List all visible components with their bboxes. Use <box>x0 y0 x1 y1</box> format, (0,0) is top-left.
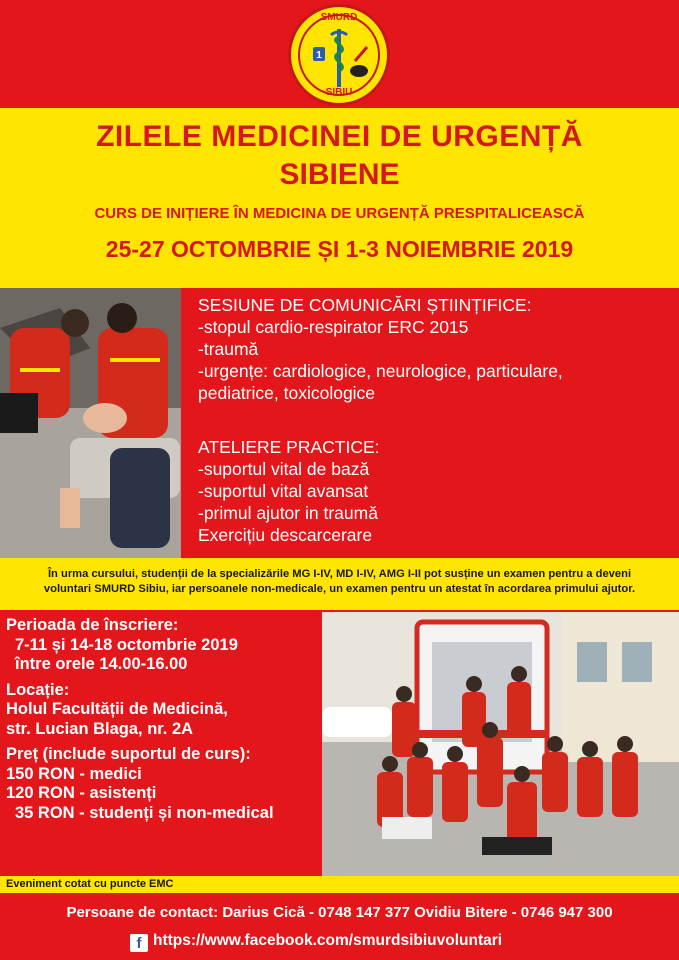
ateliere-heading: ATELIERE PRACTICE: <box>198 437 380 457</box>
course-note <box>0 558 679 610</box>
pret-label: Preț (include suportul de curs): <box>6 745 251 763</box>
event-dates: 25-27 OCTOMBRIE ȘI 1-3 NOIEMBRIE 2019 <box>105 236 574 262</box>
perioada-dates: 7-11 și 14-18 octombrie 2019 <box>15 635 238 654</box>
list-item: -suportul vital de bază <box>198 459 370 479</box>
list-item: Exercițiu descarcerare <box>198 525 373 545</box>
pret-studenti: 35 RON - studenți și non-medical <box>15 803 274 822</box>
perioada-hours: între orele 14.00-16.00 <box>15 655 188 673</box>
practical-workshops-section <box>198 436 668 546</box>
list-item: -traumă <box>198 339 259 359</box>
locatie-label: Locație: <box>6 680 70 699</box>
list-item: -stopul cardio-respirator ERC 2015 <box>198 317 469 337</box>
subtitle: CURS DE INIȚIERE ÎN MEDICINA DE URGENȚĂ PRESPITALICEASCĂ <box>94 205 585 222</box>
svg-text:1: 1 <box>316 50 322 61</box>
locatie-line-1: Holul Facultății de Medicină, <box>6 700 228 718</box>
note-line-2: voluntari SMURD Sibiu, iar persoanele non-medicale, un examen pentru un atestat în acordarea primului ajutor. <box>43 583 636 595</box>
registration-info <box>6 616 320 823</box>
volunteers-ambulance-photo <box>322 612 679 876</box>
cpr-training-photo <box>0 288 181 558</box>
sesiune-heading: SESIUNE DE COMUNICĂRI ȘTIINȚIFICE: <box>198 295 532 315</box>
emc-note: Eveniment cotat cu puncte EMC <box>0 876 679 893</box>
list-item: -suportul vital avansat <box>198 481 369 501</box>
pret-medici: 150 RON - medici <box>6 764 142 783</box>
header-band <box>0 108 679 288</box>
smurd-sibiu-logo <box>288 4 390 106</box>
title-line-1: ZILELE MEDICINEI DE URGENȚĂ <box>96 120 583 153</box>
facebook-link[interactable] <box>130 932 580 952</box>
title-line-2: SIBIENE <box>279 158 400 191</box>
logo-top-text: SMURD <box>320 12 358 23</box>
list-item: -urgențe: cardiologice, neurologice, particulare, <box>198 361 563 381</box>
note-line-1: În urma cursului, studenții de la specializările MG I-IV, MD I-IV, AMG I-II pot susține un examen pentru a deveni <box>47 568 632 580</box>
logo-bottom-text: SIBIU <box>325 87 353 98</box>
facebook-url[interactable]: https://www.facebook.com/smurdsibiuvoluntari <box>153 932 503 949</box>
list-item: pediatrice, toxicologice <box>198 383 376 403</box>
list-item: -primul ajutor in traumă <box>198 503 378 523</box>
contact-persons: Persoane de contact: Darius Cică - 0748 147 377 Ovidiu Bitere - 0746 947 300 <box>66 904 613 921</box>
facebook-icon: f <box>130 934 148 952</box>
perioada-label: Perioada de înscriere: <box>6 616 179 634</box>
pret-asistenti: 120 RON - asistenți <box>6 784 157 802</box>
locatie-line-2: str. Lucian Blaga, nr. 2A <box>6 719 194 738</box>
scientific-session-section <box>198 294 668 404</box>
